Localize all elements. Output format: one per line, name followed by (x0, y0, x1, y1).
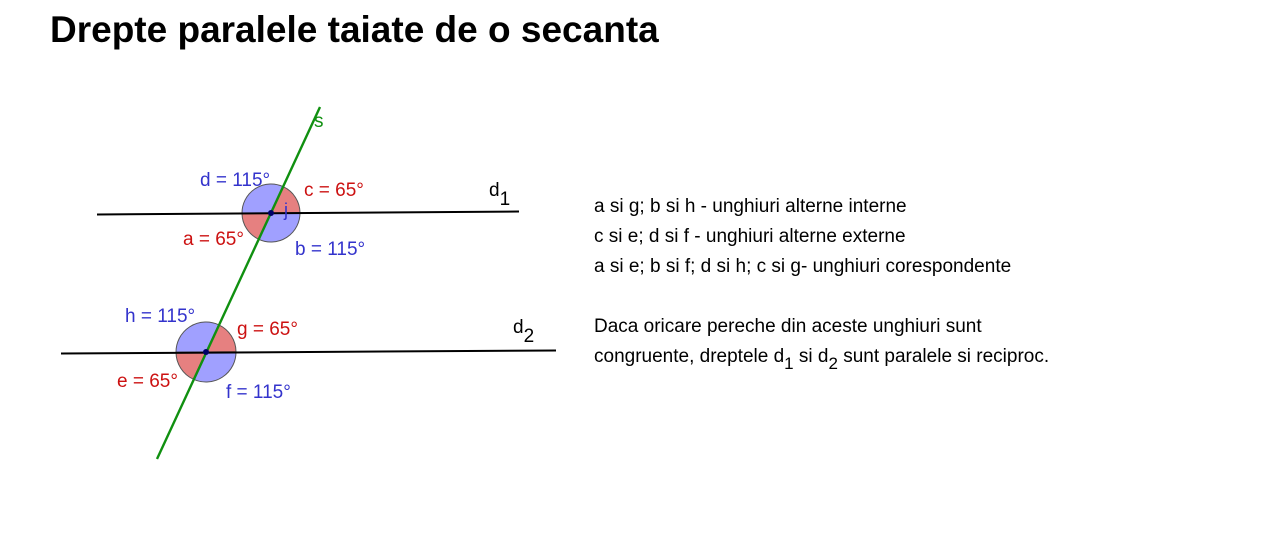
line-d1-label: d1 (489, 180, 511, 210)
angle-a-label: a = 65° (183, 229, 244, 250)
line-d1[interactable] (97, 212, 519, 215)
note-converse-2: congruente, dreptele $d_1$ si $d_2$ sunt paralele si reciproc. (594, 346, 1050, 373)
angle-d-label: d = 115° (200, 170, 271, 191)
angle-e-label: e = 65° (117, 371, 178, 392)
point-label-j: j (284, 200, 288, 220)
note-converse-1: Daca oricare pereche din aceste unghiuri sunt (594, 316, 982, 337)
angle-relations-notes (594, 192, 1049, 372)
line-d2-label: d2 (513, 317, 535, 347)
intersection-point-d1[interactable] (268, 210, 274, 216)
note-alternate-exterior: c si e; d si f - unghiuri alterne externe (594, 226, 906, 247)
line-d2[interactable] (61, 351, 556, 354)
angle-f-label: f = 115° (226, 382, 291, 403)
page-title: Drepte paralele taiate de o secanta (50, 9, 659, 50)
angle-b-label: b = 115° (295, 239, 366, 260)
angle-g-label: g = 65° (237, 319, 298, 340)
secant-line[interactable] (157, 107, 320, 459)
angle-c-label: c = 65° (304, 180, 364, 201)
secant-label: s (314, 111, 324, 132)
note-alternate-interior: a si g; b si h - unghiuri alterne interne (594, 196, 907, 217)
note-corresponding: a si e; b si f; d si h; c si g- unghiuri corespondente (594, 256, 1012, 277)
intersection-point-d2[interactable] (203, 349, 209, 355)
angle-h-label: h = 115° (125, 306, 196, 327)
